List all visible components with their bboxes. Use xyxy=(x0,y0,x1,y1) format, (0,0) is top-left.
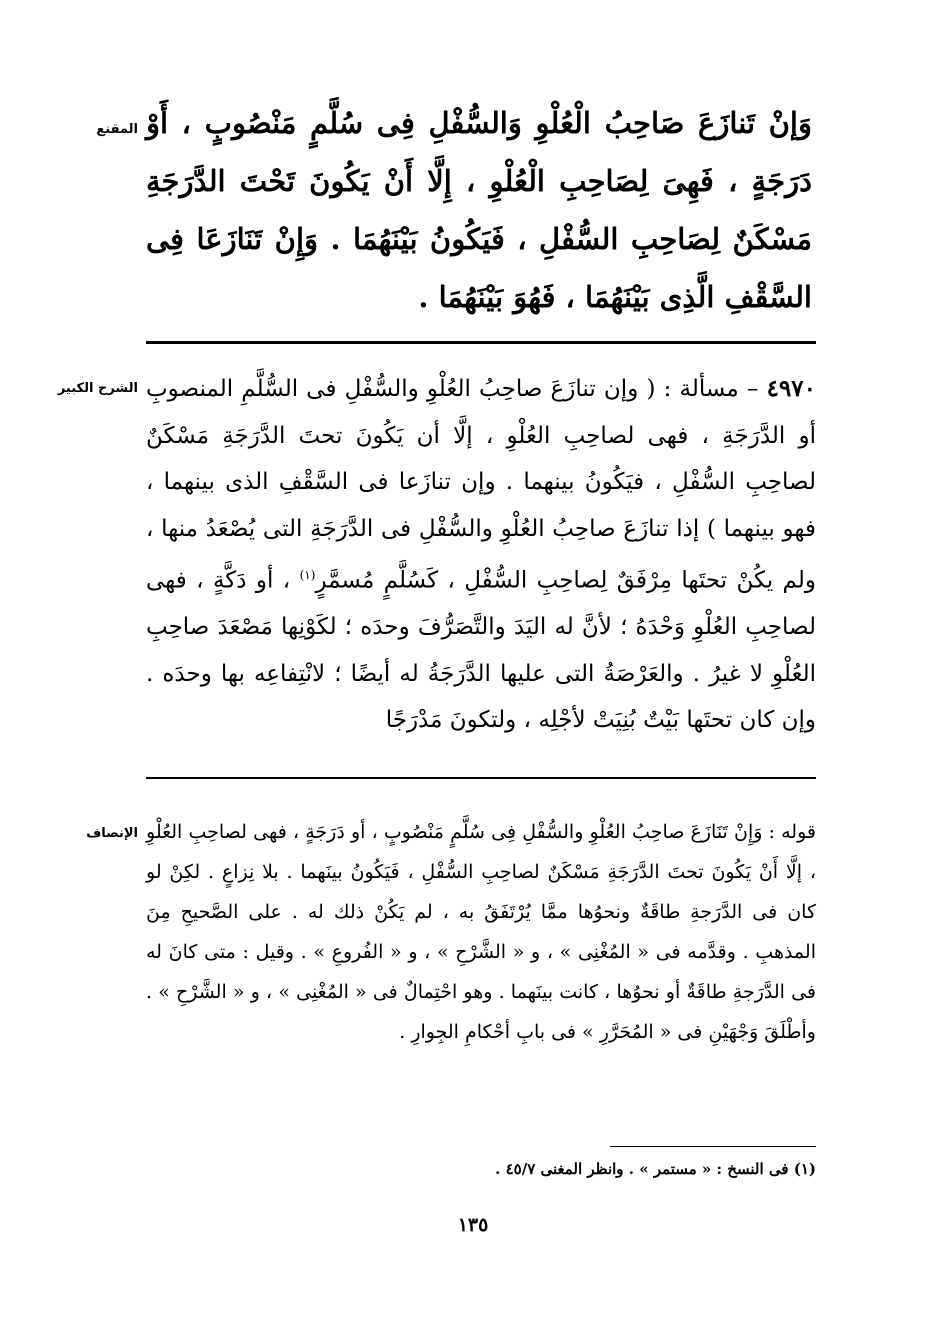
margin-label-muqni: المقنع xyxy=(96,122,138,137)
section-divider-top xyxy=(146,341,816,344)
insaf-paragraph: قوله : وَإِنْ تَنَازَعَ صاحِبُ العُلْوِ والسُّفْلِ فِى سُلَّمٍ مَنْصُوبٍ ، أو دَرَجَةٍ ، فهى لصاحِبِ العُلْوِ ، إلَّا أَنْ يَكُونَ تحتَ الدَّرَجَةِ مَسْكَنٌ لصاحِبِ السُّفْلِ ، فَيَكُونُ بينَهما . بلا نِزاعٍ . لكِنْ لو كان فى الدَّرَجةِ طاقَةٌ ونحوُها ممَّا يُرْتَفَقُ به ، لم يَكُنْ ذلك له . على الصَّحيحِ مِنَ المذهبِ . وقدَّمه فى « المُغْنِى » ، و « الشَّرْحِ » ، و « الفُروعِ » . وقيل : متى كانَ له فى الدَّرَجةِ طاقَةٌ أو نحوُها ، كانت بينَهما . وهو احْتِمالٌ فى « المُغْنِى » ، و « الشَّرْحِ » . وأطْلَقَ وَجْهَيْنِ فى « المُحَرَّرِ » فى بابِ أحْكامِ الجِوارِ . xyxy=(146,821,816,1043)
margin-label-insaf: الإنصاف xyxy=(86,826,138,841)
muqni-text-block xyxy=(146,94,812,326)
footnote-divider xyxy=(610,1146,816,1147)
footnote: (١) فى النسخ : « مستمر » . وانظر المغنى ٤٥/٧ . xyxy=(495,1160,816,1178)
page-number: ١٣٥ xyxy=(457,1214,489,1236)
section-divider-bottom xyxy=(146,777,816,779)
sharh-text-part2: ، أو دَكَّةٍ ، فهى لصاحِبِ العُلْوِ وَحْدَهُ ؛ لأنَّ له اليَدَ والتَّصَرُّفَ وحدَه ؛ لكَوْنِها مَصْعَدَ صاحِبِ العُلْوِ لا غيرُ . والعَرْصَةُ التى عليها الدَّرَجَةُ له أيضًا ؛ لانْتِفاعِه بها وحدَه . وإن كان تحتَها بَيْتٌ بُنِيَتْ لأجْلِه ، ولتكونَ مَدْرَجًا xyxy=(146,567,816,734)
margin-label-sharh: الشرح الكبير xyxy=(57,381,138,396)
muqni-paragraph: وَإنْ تَنازَعَ صَاحِبُ الْعُلْوِ وَالسُّفْلِ فِى سُلَّمٍ مَنْصُوبٍ ، أَوْ دَرَجَةٍ ، فَهِىَ لِصَاحِبِ الْعُلْوِ ، إِلَّا أَنْ يَكُونَ تَحْتَ الدَّرَجَةِ مَسْكَنٌ لِصَاحِبِ السُّفْلِ ، فَيَكُونُ بَيْنَهُمَا . وَإِنْ تَنَازَعَا فِى السَّقْفِ الَّذِى بَيْنَهُمَا ، فَهُوَ بَيْنَهُمَا . xyxy=(146,106,812,314)
footnote-ref: (١) xyxy=(299,568,316,582)
sharh-text-block xyxy=(146,366,816,744)
issue-number: ٤٩٧٠ xyxy=(766,375,816,402)
sharh-text-part1: – مسألة : ( وإن تنازَعَ صاحِبُ العُلْوِ والسُّفْلِ فى السُّلَّمِ المنصوبِ أو الدَّرَجَةِ ، فهى لصاحِبِ العُلْوِ ، إلَّا أن يَكُونَ تحتَ الدَّرَجَةِ مَسْكَنٌ لصاحِبِ السُّفْلِ ، فيَكُونُ بينهما . وإن تنازَعا فى السَّقْفِ الذى بينهما ، فهو بينهما ) إذا تنازَعَ صاحِبُ العُلْوِ والسُّفْلِ فى الدَّرَجَةِ التى يُصْعَدُ منها ، ولم يكُنْ تحتَها مِرْفَقٌ لِصاحِبِ السُّفْلِ ، كَسُلَّمٍ مُسمَّرٍ xyxy=(146,376,816,594)
insaf-text-block xyxy=(146,812,816,1052)
sharh-paragraph xyxy=(146,366,816,744)
